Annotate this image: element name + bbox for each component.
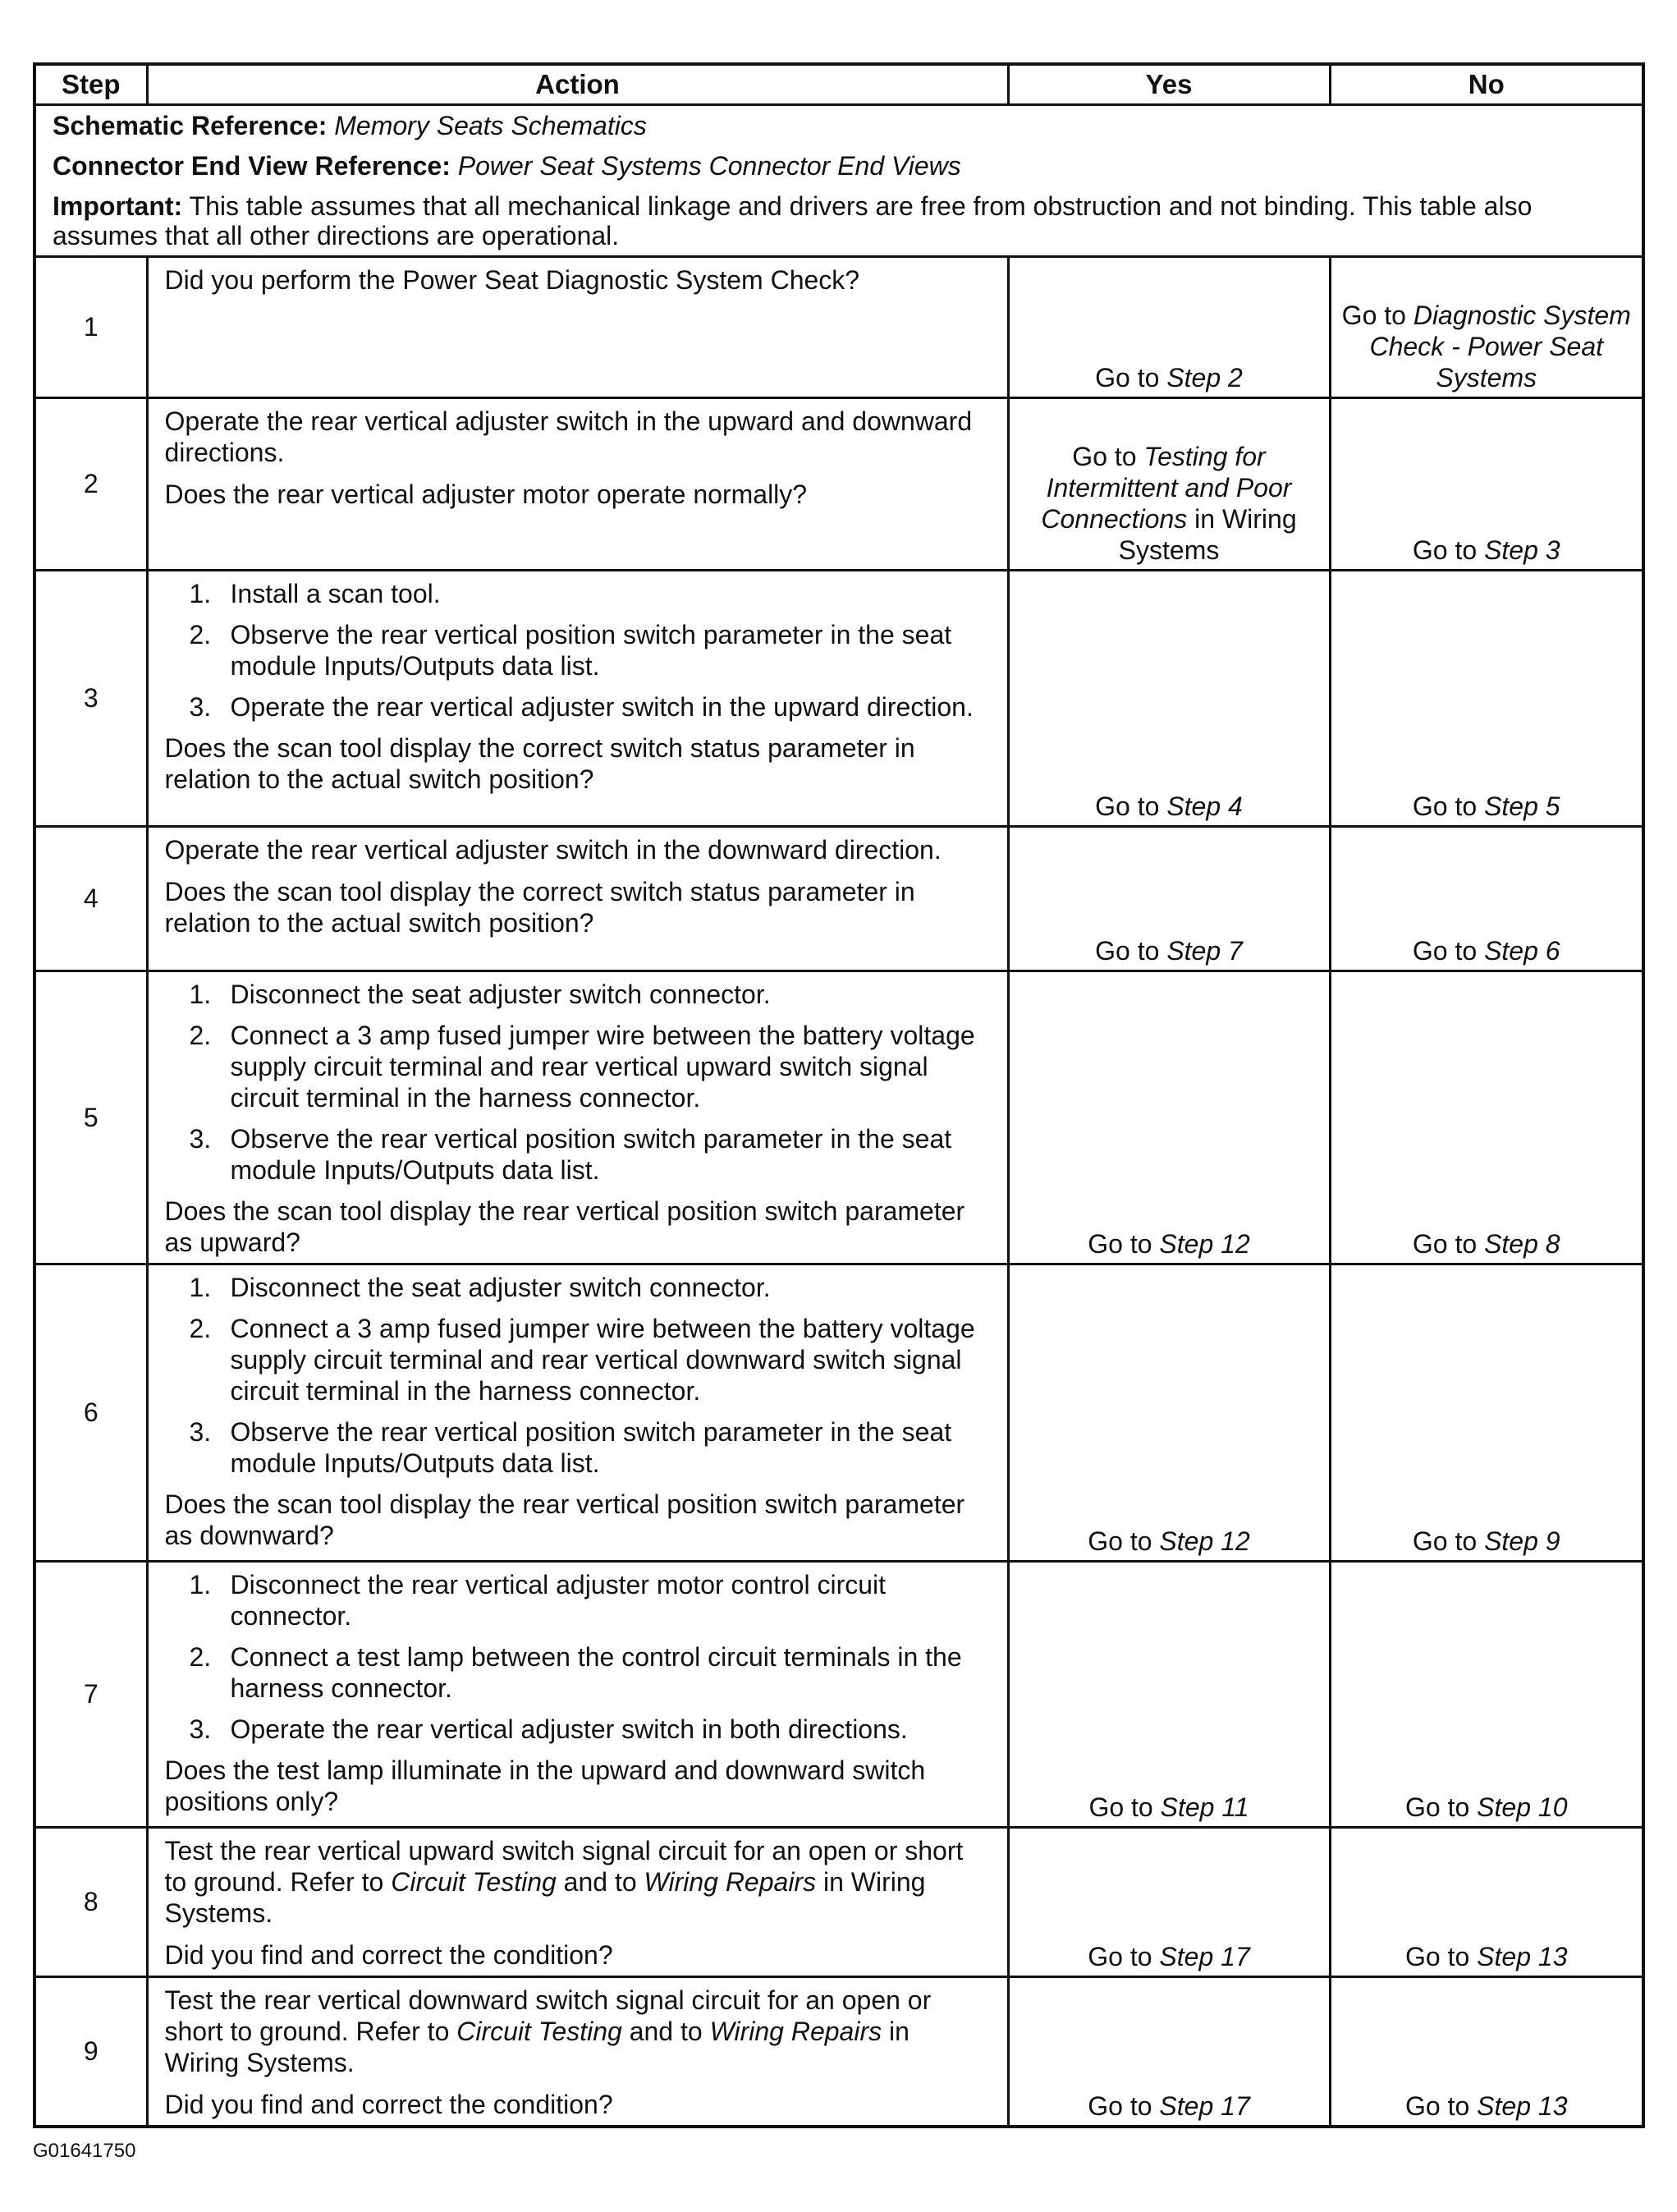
yes-prefix: Go to [1088, 1942, 1152, 1971]
yes-step-link: Testing for Intermittent and Poor Connections [1041, 442, 1292, 534]
step-number: 5 [34, 971, 147, 1264]
substep-number: 3. [189, 1714, 212, 1744]
list-item [165, 619, 991, 681]
yes-prefix: Go to [1095, 936, 1160, 966]
no-prefix: Go to [1405, 1942, 1470, 1971]
list-item [165, 1272, 991, 1303]
substep-number: 1. [189, 980, 212, 1009]
substep-number: 3. [189, 1124, 212, 1154]
no-prefix: Go to [1405, 1792, 1470, 1822]
substep-text: Operate the rear vertical adjuster switch in the upward direction. [230, 692, 974, 722]
substep-list [165, 578, 991, 723]
substep-text: Observe the rear vertical position switch parameter in the seat module Inputs/Outputs data list. [230, 620, 952, 681]
table-row [34, 571, 1643, 827]
list-item [165, 578, 991, 609]
yes-prefix: Go to [1095, 363, 1160, 392]
action-text-a: Test the rear vertical downward switch signal circuit for an open or short to ground. Refer to [164, 1985, 932, 2046]
action-cell [147, 827, 1008, 971]
step-number: 1 [34, 257, 147, 398]
yes-prefix: Go to [1088, 2091, 1152, 2121]
diagnostic-table [33, 62, 1645, 2128]
figure-id: G01641750 [33, 2140, 136, 2162]
step-number: 9 [34, 1977, 147, 2127]
action-text-b: and to [629, 2017, 703, 2046]
yes-cell [1008, 1264, 1330, 1562]
action-question: Does the scan tool display the correct switch status parameter in relation to the actual switch position? [164, 877, 915, 938]
yes-prefix: Go to [1088, 1229, 1152, 1259]
list-item [165, 1313, 991, 1407]
table-row [34, 1264, 1643, 1562]
table-row [34, 398, 1643, 571]
list-item [165, 1569, 991, 1631]
substep-text: Disconnect the seat adjuster switch connector. [230, 1273, 771, 1302]
table-row [34, 1562, 1643, 1828]
yes-step-link: Step 17 [1159, 2091, 1250, 2121]
no-prefix: Go to [1405, 2091, 1470, 2121]
substep-list [165, 1272, 991, 1479]
step-number: 7 [34, 1562, 147, 1828]
yes-cell [1008, 1562, 1330, 1828]
substep-number: 2. [189, 1021, 212, 1050]
yes-cell [1008, 1828, 1330, 1977]
yes-suffix: in Wiring Systems [1118, 504, 1297, 565]
substep-text: Observe the rear vertical position switch parameter in the seat module Inputs/Outputs data list. [230, 1417, 952, 1478]
action-question: Does the scan tool display the rear vertical position switch parameter as upward? [164, 1196, 965, 1257]
no-prefix: Go to [1412, 1229, 1478, 1259]
action-question: Does the scan tool display the correct switch status parameter in relation to the actual switch position? [164, 733, 915, 794]
list-item [165, 1641, 991, 1704]
no-prefix: Go to [1412, 792, 1478, 821]
schematic-reference [53, 111, 1625, 140]
header-action: Action [147, 64, 1008, 105]
no-cell [1330, 827, 1643, 971]
no-cell [1330, 1264, 1643, 1562]
no-step-link: Step 13 [1477, 2091, 1568, 2121]
substep-number: 1. [189, 1273, 212, 1302]
action-text: Operate the rear vertical adjuster switch in the downward direction. [164, 835, 942, 865]
circuit-testing-ref: Circuit Testing [456, 2017, 622, 2046]
no-step-link: Diagnostic System Check - Power Seat Systems [1369, 301, 1631, 392]
yes-cell [1008, 398, 1330, 571]
no-prefix: Go to [1412, 1526, 1478, 1556]
no-cell [1330, 257, 1643, 398]
no-cell [1330, 1828, 1643, 1977]
step-number: 2 [34, 398, 147, 571]
action-question: Did you find and correct the condition? [164, 1940, 613, 1970]
step-number: 4 [34, 827, 147, 971]
substep-text: Disconnect the seat adjuster switch connector. [230, 980, 771, 1009]
yes-step-link: Step 17 [1159, 1942, 1250, 1971]
action-cell [147, 257, 1008, 398]
no-step-link: Step 3 [1484, 535, 1560, 565]
substep-number: 2. [189, 1314, 212, 1343]
action-question: Does the rear vertical adjuster motor operate normally? [164, 480, 808, 509]
step-number: 3 [34, 571, 147, 827]
reference-cell [34, 105, 1643, 257]
list-item [165, 1123, 991, 1186]
connector-reference [53, 151, 1625, 181]
header-yes: Yes [1008, 64, 1330, 105]
action-question: Does the scan tool display the rear vertical position switch parameter as downward? [164, 1489, 965, 1550]
yes-prefix: Go to [1088, 1526, 1152, 1556]
no-step-link: Step 5 [1484, 792, 1560, 821]
important-text: This table assumes that all mechanical linkage and drivers are free from obstruction and not binding. This table also assumes that all other directions are operational. [53, 191, 1533, 250]
action-question: Did you find and correct the condition? [164, 2090, 613, 2119]
no-cell [1330, 1562, 1643, 1828]
no-prefix: Go to [1412, 535, 1478, 565]
action-text-c: in Wiring Systems. [164, 2017, 910, 2077]
table-row [34, 1828, 1643, 1977]
no-cell [1330, 1977, 1643, 2127]
action-text-b: and to [563, 1867, 637, 1897]
action-text: Operate the rear vertical adjuster switch in the upward and downward directions. [164, 406, 973, 467]
substep-text: Connect a 3 amp fused jumper wire between the battery voltage supply circuit terminal and rear vertical upward switch signal circuit terminal in the harness connector. [230, 1021, 975, 1113]
action-cell [147, 971, 1008, 1264]
yes-cell [1008, 257, 1330, 398]
no-step-link: Step 8 [1484, 1229, 1560, 1259]
table-row [34, 257, 1643, 398]
action-text [165, 1835, 991, 1929]
action-text [165, 1985, 991, 2078]
wiring-repairs-ref: Wiring Repairs [709, 2017, 882, 2046]
action-question: Does the test lamp illuminate in the upward and downward switch positions only? [164, 1755, 926, 1816]
table-row [34, 971, 1643, 1264]
list-item [165, 1020, 991, 1113]
wiring-repairs-ref: Wiring Repairs [644, 1867, 817, 1897]
no-cell [1330, 571, 1643, 827]
schematic-value: Memory Seats Schematics [334, 111, 647, 140]
action-text-c: in Wiring Systems. [164, 1867, 926, 1928]
yes-prefix: Go to [1072, 442, 1137, 471]
list-item [165, 979, 991, 1010]
no-prefix: Go to [1412, 936, 1478, 966]
substep-text: Connect a 3 amp fused jumper wire between the battery voltage supply circuit terminal and rear vertical downward switch signal circuit terminal in the harness connector. [230, 1314, 975, 1406]
substep-text: Install a scan tool. [230, 579, 441, 608]
yes-step-link: Step 2 [1166, 363, 1243, 392]
header-no: No [1330, 64, 1643, 105]
no-step-link: Step 6 [1484, 936, 1560, 966]
no-step-link: Step 10 [1477, 1792, 1568, 1822]
substep-text: Connect a test lamp between the control circuit terminals in the harness connector. [230, 1642, 962, 1703]
no-cell [1330, 971, 1643, 1264]
header-row [34, 64, 1643, 105]
action-cell [147, 1562, 1008, 1828]
important-label: Important: [53, 191, 183, 221]
no-step-link: Step 13 [1477, 1942, 1568, 1971]
list-item [165, 1416, 991, 1479]
table-row [34, 1977, 1643, 2127]
connector-label: Connector End View Reference: [53, 151, 451, 181]
yes-step-link: Step 11 [1160, 1792, 1249, 1822]
yes-step-link: Step 12 [1159, 1526, 1250, 1556]
header-step: Step [34, 64, 147, 105]
schematic-label: Schematic Reference: [53, 111, 328, 140]
yes-cell [1008, 971, 1330, 1264]
circuit-testing-ref: Circuit Testing [391, 1867, 557, 1897]
no-step-link: Step 9 [1484, 1526, 1560, 1556]
action-cell [147, 398, 1008, 571]
step-number: 8 [34, 1828, 147, 1977]
substep-list [165, 979, 991, 1186]
substep-text: Disconnect the rear vertical adjuster motor control circuit connector. [230, 1570, 887, 1631]
yes-prefix: Go to [1095, 792, 1160, 821]
yes-cell [1008, 1977, 1330, 2127]
yes-cell [1008, 571, 1330, 827]
yes-step-link: Step 12 [1159, 1229, 1250, 1259]
substep-text: Operate the rear vertical adjuster switch in both directions. [230, 1714, 908, 1744]
diagnostic-page [33, 62, 1642, 2128]
substep-number: 3. [189, 1417, 212, 1447]
yes-step-link: Step 7 [1166, 936, 1243, 966]
no-prefix: Go to [1341, 301, 1406, 330]
list-item [165, 1714, 991, 1745]
action-question: Did you perform the Power Seat Diagnostic System Check? [164, 265, 860, 295]
reference-row [34, 105, 1643, 257]
yes-prefix: Go to [1088, 1792, 1153, 1822]
action-text-a: Test the rear vertical upward switch signal circuit for an open or short to ground. Refer to [164, 1836, 964, 1897]
substep-list [165, 1569, 991, 1745]
action-cell [147, 1264, 1008, 1562]
connector-value: Power Seat Systems Connector End Views [457, 151, 961, 181]
list-item [165, 691, 991, 723]
action-cell [147, 571, 1008, 827]
action-cell [147, 1828, 1008, 1977]
substep-number: 2. [189, 1642, 212, 1672]
action-cell [147, 1977, 1008, 2127]
yes-cell [1008, 827, 1330, 971]
substep-number: 1. [189, 579, 212, 608]
table-row [34, 827, 1643, 971]
no-cell [1330, 398, 1643, 571]
yes-step-link: Step 4 [1166, 792, 1243, 821]
step-number: 6 [34, 1264, 147, 1562]
substep-number: 2. [189, 620, 212, 649]
substep-number: 3. [189, 692, 212, 722]
important-note [53, 191, 1625, 250]
substep-number: 1. [189, 1570, 212, 1599]
substep-text: Observe the rear vertical position switch parameter in the seat module Inputs/Outputs data list. [230, 1124, 952, 1185]
